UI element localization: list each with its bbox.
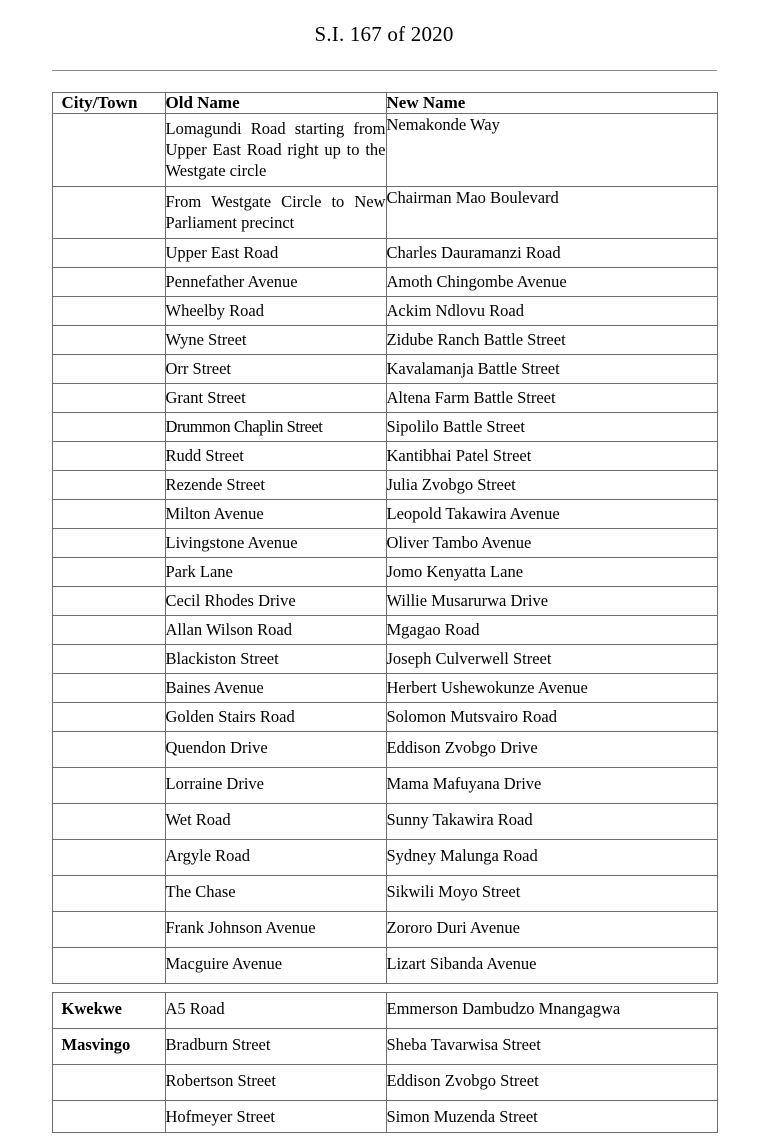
cell-old-name: Argyle Road (165, 840, 386, 876)
cell-new-name: Sheba Tavarwisa Street (386, 1029, 717, 1065)
table-row (52, 840, 717, 876)
cell-new-name: Emmerson Dambudzo Mnangagwa (386, 993, 717, 1029)
table-row (52, 297, 717, 326)
cell-city-town (52, 442, 165, 471)
street-rename-table (52, 92, 718, 984)
cell-new-name: Amoth Chingombe Avenue (386, 268, 717, 297)
cell-old-name: Frank Johnson Avenue (165, 912, 386, 948)
cell-city-town (52, 645, 165, 674)
cell-old-name: Robertson Street (165, 1065, 386, 1101)
column-header-city-town: City/Town (52, 93, 165, 114)
table-header-row (52, 93, 717, 114)
cell-old-name (165, 413, 386, 442)
cell-old-name: Baines Avenue (165, 674, 386, 703)
title-divider (52, 70, 717, 71)
cell-new-name: Ackim Ndlovu Road (386, 297, 717, 326)
cell-city-town (52, 732, 165, 768)
cell-new-name: Mgagao Road (386, 616, 717, 645)
cell-new-name: Oliver Tambo Avenue (386, 529, 717, 558)
table-row (52, 674, 717, 703)
table-row (52, 442, 717, 471)
cell-city-town (52, 587, 165, 616)
cell-city-town (52, 948, 165, 984)
cell-old-name: Golden Stairs Road (165, 703, 386, 732)
cell-old-name: The Chase (165, 876, 386, 912)
cell-city-town (52, 384, 165, 413)
cell-city-town (52, 768, 165, 804)
cell-city-town (52, 840, 165, 876)
table-row (52, 768, 717, 804)
cell-city-town (52, 297, 165, 326)
cell-city-town (52, 558, 165, 587)
cell-new-name: Lizart Sibanda Avenue (386, 948, 717, 984)
cell-city-town (52, 326, 165, 355)
cell-city-town (52, 187, 165, 239)
table-row (52, 1065, 717, 1101)
cell-new-name: Herbert Ushewokunze Avenue (386, 674, 717, 703)
cell-city-town (52, 500, 165, 529)
cell-old-name: Hofmeyer Street (165, 1101, 386, 1133)
table-row (52, 732, 717, 768)
cell-city-town (52, 529, 165, 558)
table-row (52, 993, 717, 1029)
cell-new-name: Charles Dauramanzi Road (386, 239, 717, 268)
cell-new-name: Eddison Zvobgo Drive (386, 732, 717, 768)
cell-old-name: Lomagundi Road starting from Upper East Road right up to the Westgate circle (165, 114, 386, 187)
table-row (52, 500, 717, 529)
cell-old-name: Upper East Road (165, 239, 386, 268)
cell-new-name: Altena Farm Battle Street (386, 384, 717, 413)
table-row (52, 703, 717, 732)
table-body (52, 114, 717, 984)
cell-city-town (52, 616, 165, 645)
cell-city-town (52, 355, 165, 384)
cell-city-town (52, 114, 165, 187)
cell-new-name: Joseph Culverwell Street (386, 645, 717, 674)
street-rename-table-continued (52, 992, 718, 1133)
cell-old-name: Grant Street (165, 384, 386, 413)
cell-new-name: Zidube Ranch Battle Street (386, 326, 717, 355)
cell-new-name: Leopold Takawira Avenue (386, 500, 717, 529)
cell-city-town (52, 876, 165, 912)
table-row (52, 355, 717, 384)
cell-new-name: Willie Musarurwa Drive (386, 587, 717, 616)
table-row (52, 912, 717, 948)
cell-old-name: Allan Wilson Road (165, 616, 386, 645)
cell-new-name: Sunny Takawira Road (386, 804, 717, 840)
cell-old-name: Rudd Street (165, 442, 386, 471)
table-row (52, 948, 717, 984)
cell-new-name: Kantibhai Patel Street (386, 442, 717, 471)
cell-old-name: Pennefather Avenue (165, 268, 386, 297)
table-row (52, 1101, 717, 1133)
table-row (52, 876, 717, 912)
cell-new-name: Simon Muzenda Street (386, 1101, 717, 1133)
table-row (52, 114, 717, 187)
cell-city-town (52, 804, 165, 840)
cell-old-name: Cecil Rhodes Drive (165, 587, 386, 616)
cell-city-town (52, 674, 165, 703)
table-body (52, 993, 717, 1133)
table-row (52, 471, 717, 500)
cell-old-name: Park Lane (165, 558, 386, 587)
table-row (52, 413, 717, 442)
cell-old-name: Quendon Drive (165, 732, 386, 768)
cell-old-name: Orr Street (165, 355, 386, 384)
cell-city-town (52, 268, 165, 297)
cell-new-name: Zororo Duri Avenue (386, 912, 717, 948)
table-row (52, 187, 717, 239)
table-row (52, 326, 717, 355)
cell-old-name: Wyne Street (165, 326, 386, 355)
cell-new-name: Solomon Mutsvairo Road (386, 703, 717, 732)
cell-city-town (52, 1101, 165, 1133)
cell-city-town (52, 413, 165, 442)
cell-city-town (52, 1065, 165, 1101)
table-row (52, 1029, 717, 1065)
cell-old-name: Macguire Avenue (165, 948, 386, 984)
column-header-old-name: Old Name (165, 93, 386, 114)
column-header-new-name: New Name (386, 93, 717, 114)
table-row (52, 239, 717, 268)
cell-old-name: From Westgate Circle to New Parliament precinct (165, 187, 386, 239)
table-row (52, 529, 717, 558)
cell-new-name: Julia Zvobgo Street (386, 471, 717, 500)
cell-new-name: Mama Mafuyana Drive (386, 768, 717, 804)
cell-new-name: Sikwili Moyo Street (386, 876, 717, 912)
old-name-text: Drummon Chaplin Street (165, 417, 323, 436)
rename-table-block-2 (52, 992, 717, 1133)
cell-city-town (52, 471, 165, 500)
cell-old-name: Wheelby Road (165, 297, 386, 326)
cell-new-name: Chairman Mao Boulevard (386, 187, 717, 239)
cell-new-name: Sydney Malunga Road (386, 840, 717, 876)
cell-new-name: Sipolilo Battle Street (386, 413, 717, 442)
rename-table-block-1 (52, 92, 717, 984)
cell-old-name: A5 Road (165, 993, 386, 1029)
cell-old-name: Milton Avenue (165, 500, 386, 529)
cell-old-name: Blackiston Street (165, 645, 386, 674)
cell-old-name: Wet Road (165, 804, 386, 840)
cell-old-name: Rezende Street (165, 471, 386, 500)
cell-city-town (52, 912, 165, 948)
cell-city-town: Masvingo (52, 1029, 165, 1065)
cell-old-name: Bradburn Street (165, 1029, 386, 1065)
table-row (52, 558, 717, 587)
cell-new-name: Kavalamanja Battle Street (386, 355, 717, 384)
cell-new-name: Jomo Kenyatta Lane (386, 558, 717, 587)
cell-new-name: Nemakonde Way (386, 114, 717, 187)
cell-city-town: Kwekwe (52, 993, 165, 1029)
cell-city-town (52, 703, 165, 732)
cell-new-name: Eddison Zvobgo Street (386, 1065, 717, 1101)
cell-old-name: Livingstone Avenue (165, 529, 386, 558)
table-row (52, 587, 717, 616)
table-row (52, 804, 717, 840)
table-row (52, 645, 717, 674)
table-row (52, 384, 717, 413)
table-row (52, 268, 717, 297)
table-row (52, 616, 717, 645)
table-header (52, 93, 717, 114)
cell-old-name: Lorraine Drive (165, 768, 386, 804)
page-title: S.I. 167 of 2020 (314, 22, 454, 46)
cell-city-town (52, 239, 165, 268)
